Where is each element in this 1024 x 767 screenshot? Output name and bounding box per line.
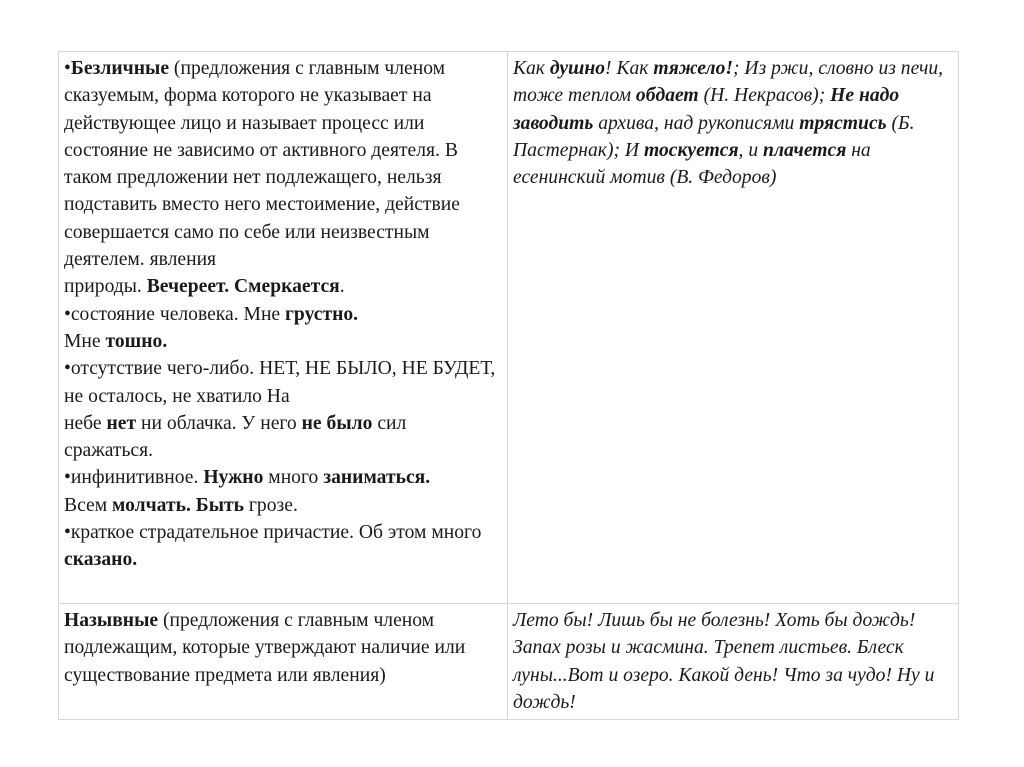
nominative-examples-cell: Лето бы! Лишь бы не болезнь! Хоть бы дождь!Запах розы и жасмина. Трепет листьев. Блеск луны...Вот и озеро. Какой день! Что за чудо! Ну и дождь! — [508, 604, 959, 720]
term-nominative: Назывные — [64, 610, 159, 631]
sentence-types-table — [58, 51, 959, 720]
example-byt: Быть — [195, 494, 244, 516]
impersonal-examples-cell: Как душно! Как тяжело!; Из ржи, словно из печи, тоже теплом обдает (Н. Некрасов); Не надо заводить архива, над рукописями трястись (Б. Пастернак); И тоскуется, и плачется на есенинский мотив (В. Федоров) — [508, 52, 959, 604]
impersonal-definition-cell — [59, 52, 508, 604]
example-net: нет — [106, 412, 137, 434]
example-ne-nado-zavodit: Не надо заводить — [513, 85, 900, 134]
state-line: •состояние человека. Мне грустно. — [64, 303, 359, 325]
actor-line: деятелем. явления — [64, 249, 217, 271]
example-skazano: сказано — [64, 549, 133, 571]
table-row — [59, 52, 959, 604]
example-grustno: грустно — [285, 303, 354, 325]
example-obdaet: обдает — [635, 85, 699, 107]
example-zanimatsya: заниматься — [323, 467, 426, 489]
nature-line: природы. Вечереет. Смеркается. — [64, 276, 345, 298]
example-plachetsya: плачется — [763, 139, 847, 161]
example-toshno: тошно — [105, 330, 163, 352]
nominative-definition-cell — [59, 604, 508, 720]
participle-line: •краткое страдательное причастие. Об этом много сказано. — [64, 522, 482, 571]
example-molchat: молчать — [112, 494, 186, 516]
state2-line: Мне тошно. — [64, 330, 168, 352]
table-row — [59, 604, 959, 720]
bullet: • — [64, 58, 71, 79]
example-tryastis: трястись — [799, 112, 887, 134]
example-ne-bylo: не было — [301, 412, 373, 434]
absence-tail: сражаться. — [64, 440, 154, 462]
example-smerkaetsya: Смеркается — [234, 276, 340, 298]
example-nuzhno: Нужно — [203, 467, 264, 489]
absence-example-line: небе нет ни облачка. У него не было сил — [64, 412, 407, 434]
example-toskuetsya: тоскуется — [643, 139, 739, 161]
term-impersonal: Безличные — [70, 58, 170, 79]
absence-line: •отсутствие чего-либо. НЕТ, НЕ БЫЛО, НЕ БУДЕТ, не осталось, не хватило На — [64, 358, 496, 407]
infinitive2-line: Всем молчать. Быть грозе. — [64, 494, 298, 516]
infinitive-line: •инфинитивное. Нужно много заниматься. — [64, 467, 431, 489]
nominative-definition: (предложения с главным членом подлежащим, которые утверждают наличие или существование предмета или явления) — [64, 610, 466, 686]
impersonal-definition: (предложения с главным членом сказуемым, форма которого не указывает на действующее лицо и называет процесс или состояние не зависимо от активного деятеля. В таком предложении нет подлежащего, нельзя подставить вместо него местоимение, действие совершается само по себе или неизвестным — [64, 58, 460, 243]
example-dushno: душно — [549, 58, 606, 79]
example-tyazhelo: тяжело! — [653, 58, 733, 79]
example-vechereet: Вечереет — [146, 276, 225, 298]
